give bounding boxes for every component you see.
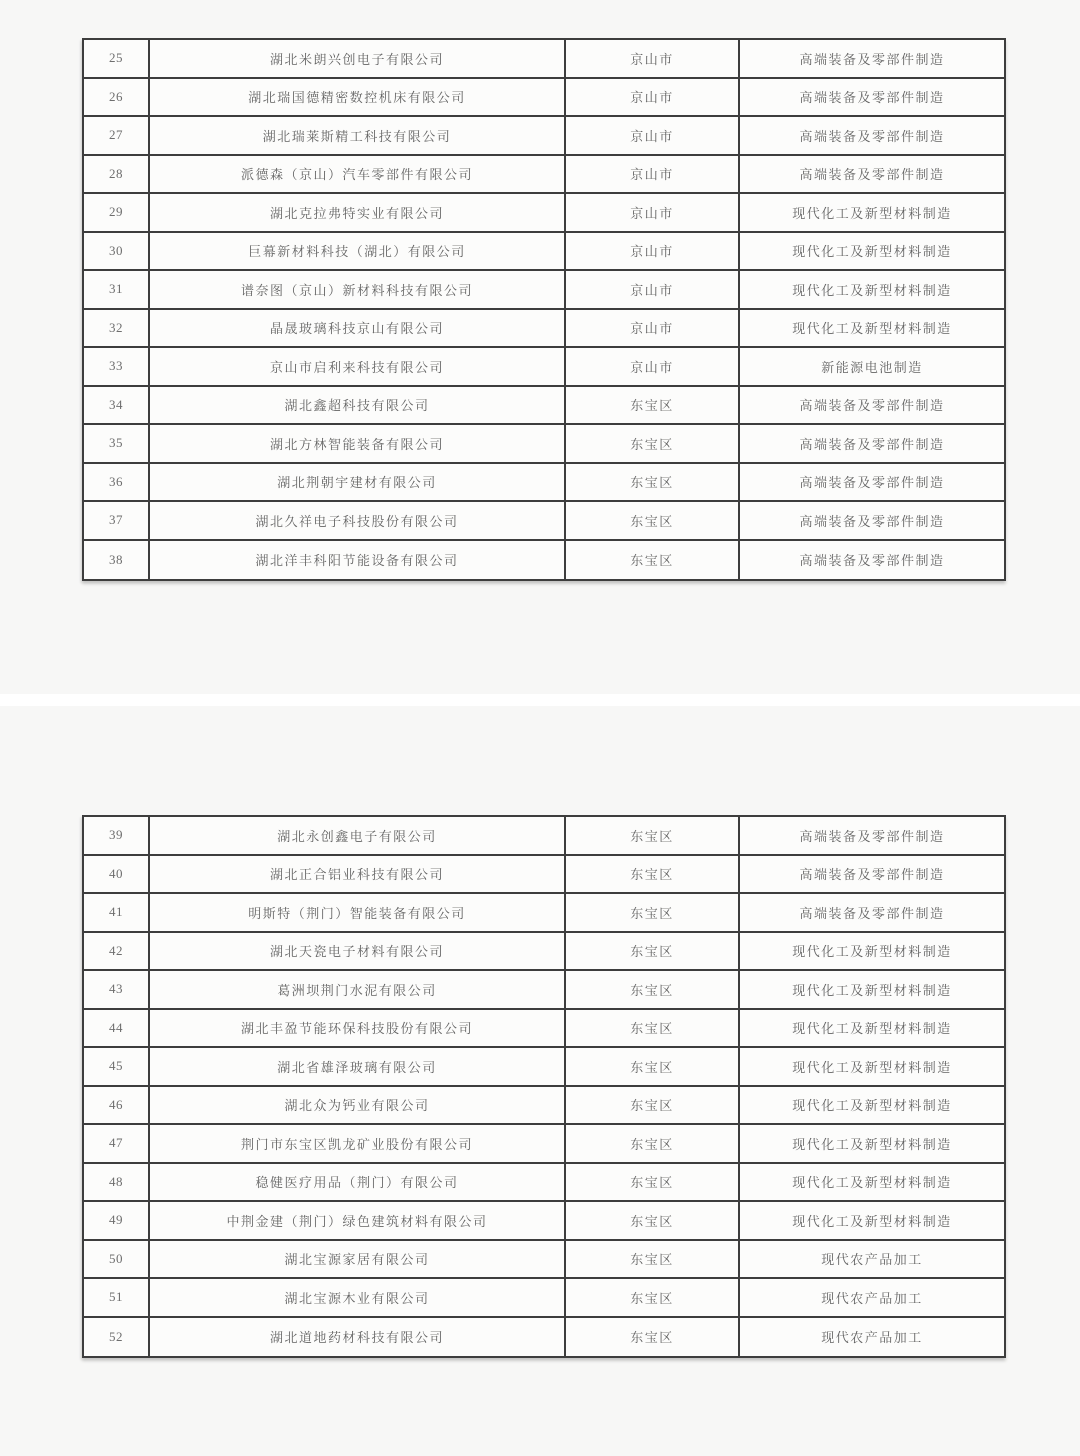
row-number-cell: 27 — [84, 117, 150, 154]
city-cell: 东宝区 — [566, 387, 740, 424]
city-cell: 东宝区 — [566, 541, 740, 580]
table-row — [84, 933, 1004, 972]
table-row — [84, 425, 1004, 464]
row-number-cell: 49 — [84, 1202, 150, 1239]
row-number-cell: 45 — [84, 1048, 150, 1085]
company-name-cell: 中荆金建（荆门）绿色建筑材料有限公司 — [150, 1202, 566, 1239]
industry-cell: 现代化工及新型材料制造 — [792, 1136, 952, 1152]
company-name-cell: 荆门市东宝区凯龙矿业股份有限公司 — [150, 1125, 566, 1162]
city-cell: 东宝区 — [566, 1279, 740, 1316]
company-table-page-1 — [82, 38, 1006, 581]
row-number-cell: 26 — [84, 79, 150, 116]
industry-cell: 现代化工及新型材料制造 — [792, 1021, 952, 1037]
company-name-cell: 湖北方林智能装备有限公司 — [150, 425, 566, 462]
company-name-cell: 明斯特（荆门）智能装备有限公司 — [150, 894, 566, 931]
city-cell: 东宝区 — [566, 1125, 740, 1162]
table-row — [84, 194, 1004, 233]
company-name-cell: 湖北克拉弗特实业有限公司 — [150, 194, 566, 231]
city-cell: 京山市 — [566, 310, 740, 347]
table-row — [84, 1010, 1004, 1049]
company-name-cell: 晶晟玻璃科技京山有限公司 — [150, 310, 566, 347]
city-cell: 京山市 — [566, 348, 740, 385]
company-name-cell: 湖北正合铝业科技有限公司 — [150, 856, 566, 893]
company-name-cell: 湖北米朗兴创电子有限公司 — [150, 40, 566, 77]
industry-cell: 高端装备及零部件制造 — [799, 867, 945, 883]
industry-cell: 现代化工及新型材料制造 — [792, 1059, 952, 1075]
city-cell: 东宝区 — [566, 971, 740, 1008]
table-row — [84, 117, 1004, 156]
company-name-cell: 湖北众为钙业有限公司 — [150, 1087, 566, 1124]
industry-cell: 高端装备及零部件制造 — [799, 398, 945, 414]
table-row — [84, 1279, 1004, 1318]
company-name-cell: 湖北永创鑫电子有限公司 — [150, 817, 566, 854]
city-cell: 东宝区 — [566, 1087, 740, 1124]
page-break-divider — [0, 694, 1080, 706]
row-number-cell: 41 — [84, 894, 150, 931]
industry-cell: 现代化工及新型材料制造 — [792, 982, 952, 998]
row-number-cell: 39 — [84, 817, 150, 854]
industry-cell: 高端装备及零部件制造 — [799, 436, 945, 452]
company-name-cell: 湖北天瓷电子材料有限公司 — [150, 933, 566, 970]
city-cell: 京山市 — [566, 194, 740, 231]
industry-cell: 高端装备及零部件制造 — [799, 90, 945, 106]
company-name-cell: 巨幕新材料科技（湖北）有限公司 — [150, 233, 566, 270]
industry-cell: 高端装备及零部件制造 — [799, 128, 945, 144]
table-row — [84, 271, 1004, 310]
table-row — [84, 1087, 1004, 1126]
table-row — [84, 894, 1004, 933]
city-cell: 东宝区 — [566, 933, 740, 970]
company-name-cell: 湖北鑫超科技有限公司 — [150, 387, 566, 424]
industry-cell: 高端装备及零部件制造 — [799, 905, 945, 921]
row-number-cell: 44 — [84, 1010, 150, 1047]
table-row — [84, 79, 1004, 118]
company-name-cell: 湖北宝源木业有限公司 — [150, 1279, 566, 1316]
table-row — [84, 502, 1004, 541]
company-name-cell: 湖北丰盈节能环保科技股份有限公司 — [150, 1010, 566, 1047]
city-cell: 京山市 — [566, 156, 740, 193]
industry-cell: 高端装备及零部件制造 — [799, 513, 945, 529]
row-number-cell: 31 — [84, 271, 150, 308]
city-cell: 东宝区 — [566, 1241, 740, 1278]
city-cell: 东宝区 — [566, 817, 740, 854]
row-number-cell: 33 — [84, 348, 150, 385]
table-row — [84, 156, 1004, 195]
industry-cell: 高端装备及零部件制造 — [799, 51, 945, 67]
row-number-cell: 46 — [84, 1087, 150, 1124]
company-name-cell: 湖北道地药材科技有限公司 — [150, 1318, 566, 1357]
industry-cell: 现代化工及新型材料制造 — [792, 282, 952, 298]
company-name-cell: 湖北宝源家居有限公司 — [150, 1241, 566, 1278]
company-name-cell: 湖北荆朝宇建材有限公司 — [150, 464, 566, 501]
city-cell: 京山市 — [566, 117, 740, 154]
city-cell: 东宝区 — [566, 1318, 740, 1357]
city-cell: 京山市 — [566, 233, 740, 270]
city-cell: 东宝区 — [566, 464, 740, 501]
city-cell: 东宝区 — [566, 1010, 740, 1047]
company-name-cell: 湖北洋丰科阳节能设备有限公司 — [150, 541, 566, 580]
industry-cell: 现代农产品加工 — [821, 1252, 923, 1268]
industry-cell: 现代农产品加工 — [821, 1330, 923, 1346]
city-cell: 东宝区 — [566, 502, 740, 539]
row-number-cell: 25 — [84, 40, 150, 77]
city-cell: 东宝区 — [566, 1164, 740, 1201]
company-name-cell: 谱奈图（京山）新材料科技有限公司 — [150, 271, 566, 308]
row-number-cell: 30 — [84, 233, 150, 270]
table-row — [84, 1241, 1004, 1280]
row-number-cell: 43 — [84, 971, 150, 1008]
company-name-cell: 湖北瑞国德精密数控机床有限公司 — [150, 79, 566, 116]
row-number-cell: 47 — [84, 1125, 150, 1162]
table-row — [84, 1164, 1004, 1203]
company-name-cell: 京山市启利来科技有限公司 — [150, 348, 566, 385]
city-cell: 东宝区 — [566, 856, 740, 893]
industry-cell: 现代化工及新型材料制造 — [792, 1175, 952, 1191]
row-number-cell: 34 — [84, 387, 150, 424]
city-cell: 京山市 — [566, 271, 740, 308]
company-name-cell: 葛洲坝荆门水泥有限公司 — [150, 971, 566, 1008]
city-cell: 东宝区 — [566, 1202, 740, 1239]
industry-cell: 现代化工及新型材料制造 — [792, 1213, 952, 1229]
industry-cell: 现代化工及新型材料制造 — [792, 205, 952, 221]
row-number-cell: 32 — [84, 310, 150, 347]
city-cell: 东宝区 — [566, 425, 740, 462]
table-row — [84, 310, 1004, 349]
industry-cell: 现代化工及新型材料制造 — [792, 944, 952, 960]
industry-cell: 现代农产品加工 — [821, 1290, 923, 1306]
table-row — [84, 1202, 1004, 1241]
industry-cell: 高端装备及零部件制造 — [799, 553, 945, 569]
row-number-cell: 37 — [84, 502, 150, 539]
row-number-cell: 36 — [84, 464, 150, 501]
industry-cell: 高端装备及零部件制造 — [799, 828, 945, 844]
row-number-cell: 52 — [84, 1318, 150, 1357]
city-cell: 京山市 — [566, 79, 740, 116]
company-name-cell: 派德森（京山）汽车零部件有限公司 — [150, 156, 566, 193]
industry-cell: 高端装备及零部件制造 — [799, 167, 945, 183]
table-row — [84, 971, 1004, 1010]
company-name-cell: 湖北久祥电子科技股份有限公司 — [150, 502, 566, 539]
industry-cell: 现代化工及新型材料制造 — [792, 244, 952, 260]
row-number-cell: 29 — [84, 194, 150, 231]
table-row — [84, 541, 1004, 580]
row-number-cell: 48 — [84, 1164, 150, 1201]
row-number-cell: 35 — [84, 425, 150, 462]
table-row — [84, 40, 1004, 79]
industry-cell: 现代化工及新型材料制造 — [792, 321, 952, 337]
table-row — [84, 817, 1004, 856]
city-cell: 东宝区 — [566, 1048, 740, 1085]
row-number-cell: 28 — [84, 156, 150, 193]
industry-cell: 高端装备及零部件制造 — [799, 475, 945, 491]
table-row — [84, 387, 1004, 426]
row-number-cell: 50 — [84, 1241, 150, 1278]
company-name-cell: 湖北瑞莱斯精工科技有限公司 — [150, 117, 566, 154]
company-name-cell: 湖北省雄泽玻璃有限公司 — [150, 1048, 566, 1085]
company-table-page-2 — [82, 815, 1006, 1358]
row-number-cell: 42 — [84, 933, 150, 970]
company-name-cell: 稳健医疗用品（荆门）有限公司 — [150, 1164, 566, 1201]
table-row — [84, 1048, 1004, 1087]
row-number-cell: 51 — [84, 1279, 150, 1316]
table-row — [84, 856, 1004, 895]
table-row — [84, 233, 1004, 272]
table-row — [84, 1125, 1004, 1164]
table-row — [84, 1318, 1004, 1357]
city-cell: 京山市 — [566, 40, 740, 77]
city-cell: 东宝区 — [566, 894, 740, 931]
industry-cell: 新能源电池制造 — [821, 359, 923, 375]
industry-cell: 现代化工及新型材料制造 — [792, 1098, 952, 1114]
row-number-cell: 38 — [84, 541, 150, 580]
row-number-cell: 40 — [84, 856, 150, 893]
table-row — [84, 464, 1004, 503]
table-row — [84, 348, 1004, 387]
